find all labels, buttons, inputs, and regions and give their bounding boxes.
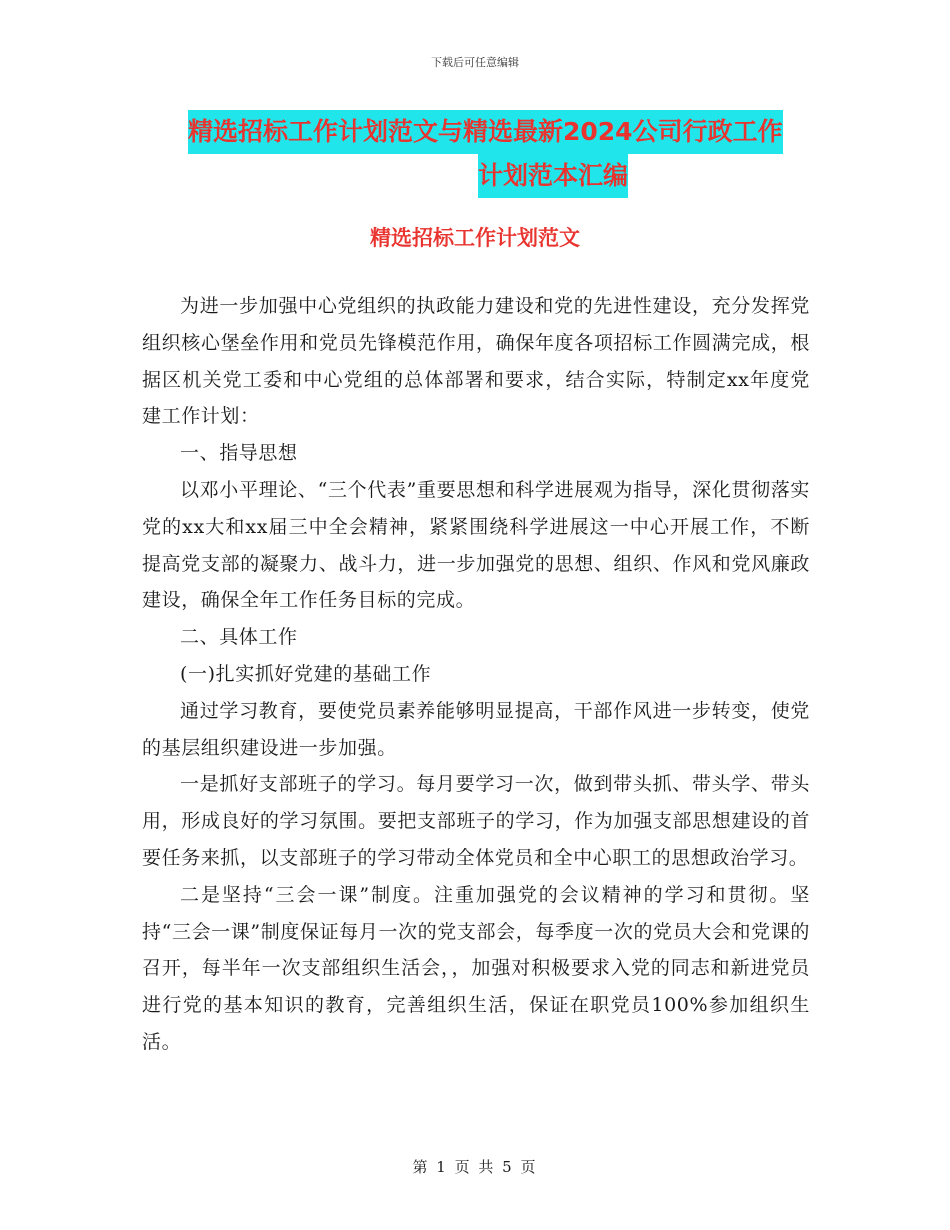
document-title-line-2: 计划范本汇编 — [478, 154, 628, 198]
heading-guiding-ideology: 一、指导思想 — [180, 442, 298, 465]
paragraph-study: 一是抓好支部班子的学习。每月要学习一次，做到带头抓、带头学、带头用，形成良好的学习氛围。要把支部班子的学习，作为加强支部思想建设的首要任务来抓，以支部班子的学习带动全体党员和全中心职工的思想政治学习。 — [142, 773, 810, 869]
paragraph-guiding-ideology: 以邓小平理论、“三个代表”重要思想和科学进展观为指导，深化贯彻落实党的xx大和xx届三中全会精神，紧紧围绕科学进展这一中心开展工作，不断提高党支部的凝聚力、战斗力，进一步加强党的思想、组织、作风和党风廉政建设，确保全年工作任务目标的完成。 — [142, 478, 810, 612]
page-footer: 第 1 页 共 5 页 — [412, 1158, 538, 1176]
heading-specific-work: 二、具体工作 — [180, 626, 298, 649]
document-title — [188, 110, 808, 198]
paragraph-intro: 为进一步加强中心党组织的执政能力建设和党的先进性建设，充分发挥党组织核心堡垒作用和党员先锋模范作用，确保年度各项招标工作圆满完成，根据区机关党工委和中心党组的总体部署和要求，结合实际，特制定xx年度党建工作计划： — [142, 295, 810, 428]
subheading-foundation-work: (一)扎实抓好党建的基础工作 — [180, 662, 432, 685]
section-title: 精选招标工作计划范文 — [370, 226, 580, 250]
document-title-line-1: 精选招标工作计划范文与精选最新2024公司行政工作 — [188, 110, 783, 154]
paragraph-education: 通过学习教育，要使党员素养能够明显提高，干部作风进一步转变，使党的基层组织建设进一步加强。 — [142, 699, 810, 759]
paragraph-three-meetings: 二是坚持“三会一课”制度。注重加强党的会议精神的学习和贯彻。坚持“三会一课”制度保证每月一次的党支部会，每季度一次的党员大会和党课的召开，每半年一次支部组织生活会，，加强对积极要求入党的同志和新进党员进行党的基本知识的教育，完善组织生活，保证在职党员100%参加组织生活。 — [142, 883, 810, 1053]
document-body — [142, 288, 810, 1061]
header-note: 下载后可任意编辑 — [431, 56, 519, 69]
